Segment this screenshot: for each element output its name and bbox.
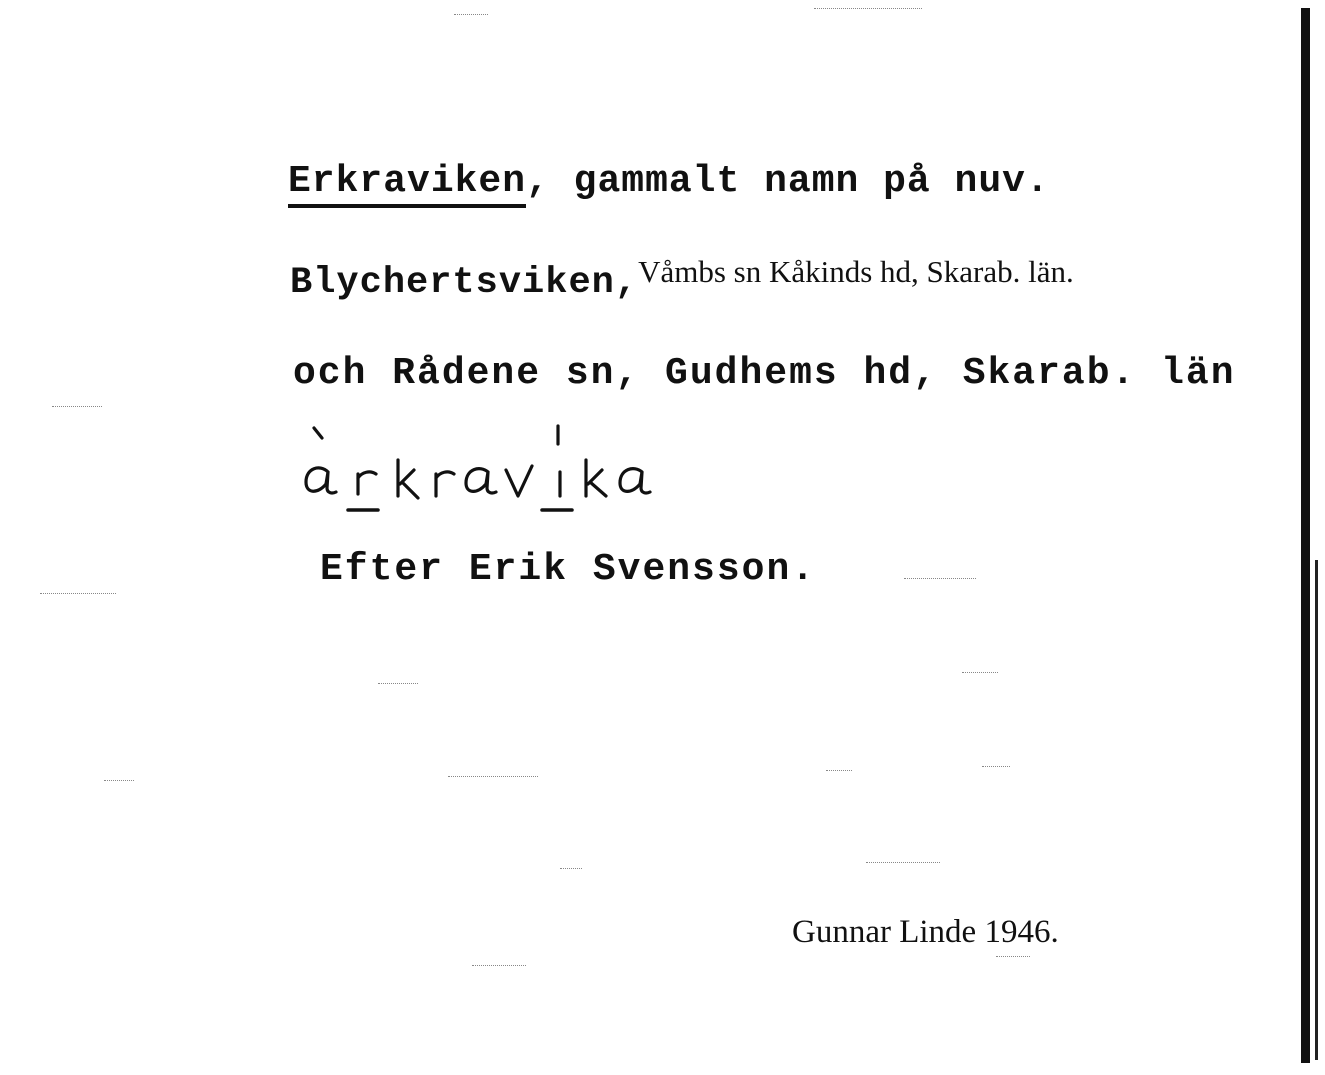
scan-speck bbox=[52, 406, 102, 408]
scan-speck bbox=[454, 14, 488, 16]
scan-speck bbox=[448, 776, 538, 778]
scan-speck bbox=[996, 956, 1030, 958]
scan-speck bbox=[866, 862, 940, 864]
headword: Erkraviken bbox=[288, 162, 526, 208]
card-edge-border bbox=[1301, 8, 1310, 1063]
entry-line-2 bbox=[290, 254, 1074, 304]
scan-speck bbox=[378, 683, 418, 685]
scan-speck bbox=[560, 868, 582, 870]
scan-speck bbox=[472, 965, 526, 967]
pronunciation-text: ärkravika bbox=[296, 422, 300, 423]
handwritten-pronunciation bbox=[296, 422, 676, 522]
entry-line-1 bbox=[288, 160, 1050, 208]
card-edge-shadow bbox=[1315, 560, 1318, 1060]
scan-speck bbox=[904, 578, 976, 580]
scan-speck bbox=[962, 672, 998, 674]
scan-speck bbox=[40, 593, 116, 595]
entry-line-3: och Rådene sn, Gudhems hd, Skarab. län bbox=[293, 352, 1236, 395]
headword-description: , gammalt namn på nuv. bbox=[526, 160, 1050, 203]
scan-speck bbox=[814, 8, 922, 10]
scan-speck bbox=[982, 766, 1010, 768]
scan-speck bbox=[104, 780, 134, 782]
collector-signature: Gunnar Linde 1946. bbox=[792, 914, 1059, 950]
location-stamp: Våmbs sn Kåkinds hd, Skarab. län. bbox=[638, 254, 1074, 289]
informant-line: Efter Erik Svensson. bbox=[320, 548, 817, 591]
scan-speck bbox=[826, 770, 852, 772]
current-name: Blychertsviken, bbox=[290, 262, 639, 304]
